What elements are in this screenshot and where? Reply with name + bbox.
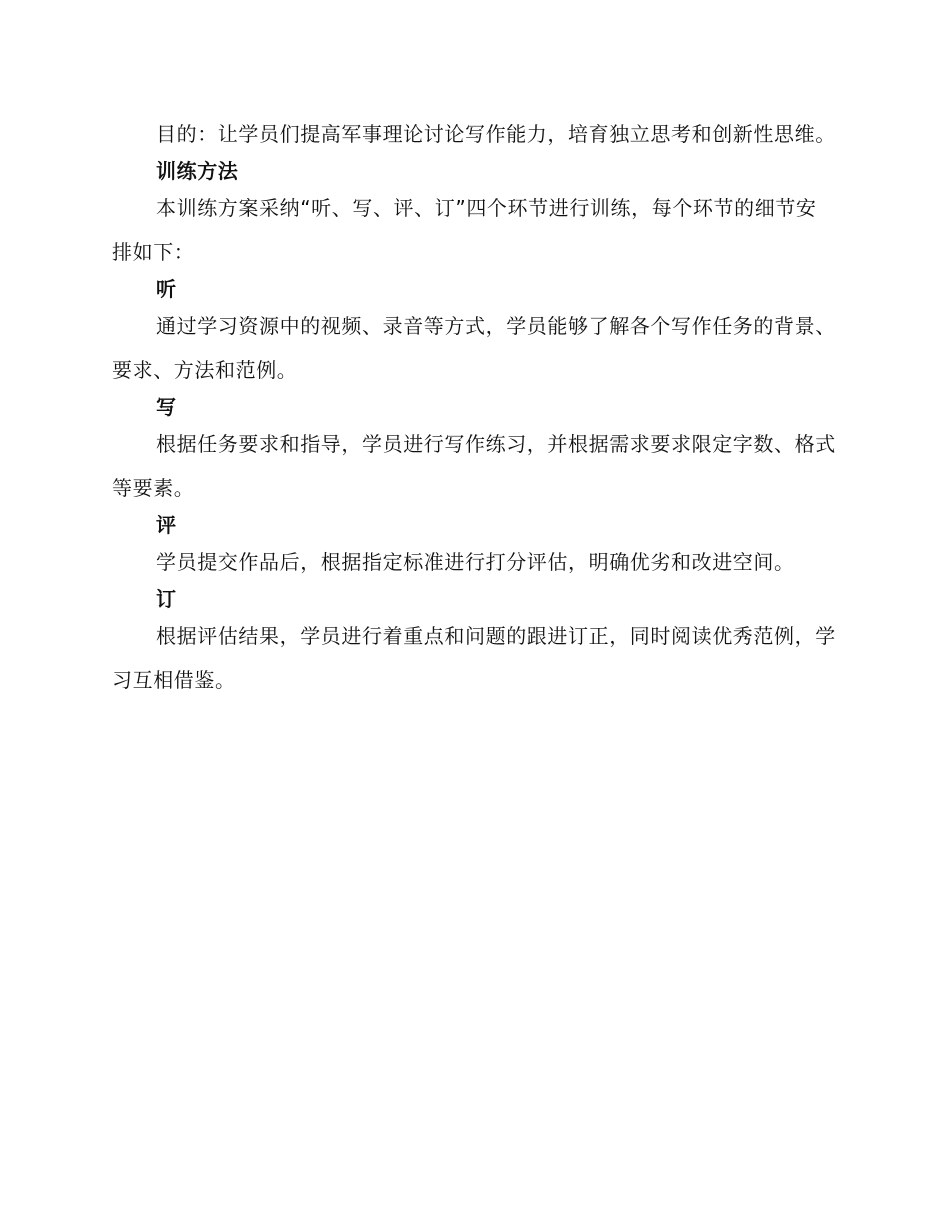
method-intro-paragraph: 本训练方案采纳“听、写、评、订”四个环节进行训练，每个环节的细节安排如下： (112, 196, 817, 264)
document-body (112, 112, 836, 702)
section-heading-revise: 订 (156, 587, 177, 611)
section-text-write: 根据任务要求和指导，学员进行写作练习，并根据需求要求限定字数、格式等要素。 (112, 432, 836, 500)
purpose-paragraph: 目的：让学员们提高军事理论讨论写作能力，培育独立思考和创新性思维。 (156, 122, 836, 146)
section-heading-write: 写 (156, 395, 177, 419)
section-heading-evaluate: 评 (156, 513, 177, 537)
section-heading-listen: 听 (156, 277, 177, 301)
method-heading: 训练方法 (156, 159, 239, 183)
section-text-listen: 通过学习资源中的视频、录音等方式，学员能够了解各个写作任务的背景、要求、方法和范例。 (112, 314, 836, 382)
section-text-revise: 根据评估结果，学员进行着重点和问题的跟进订正，同时阅读优秀范例，学习互相借鉴。 (112, 624, 836, 692)
section-text-evaluate: 学员提交作品后，根据指定标准进行打分评估，明确优劣和改进空间。 (156, 550, 795, 574)
